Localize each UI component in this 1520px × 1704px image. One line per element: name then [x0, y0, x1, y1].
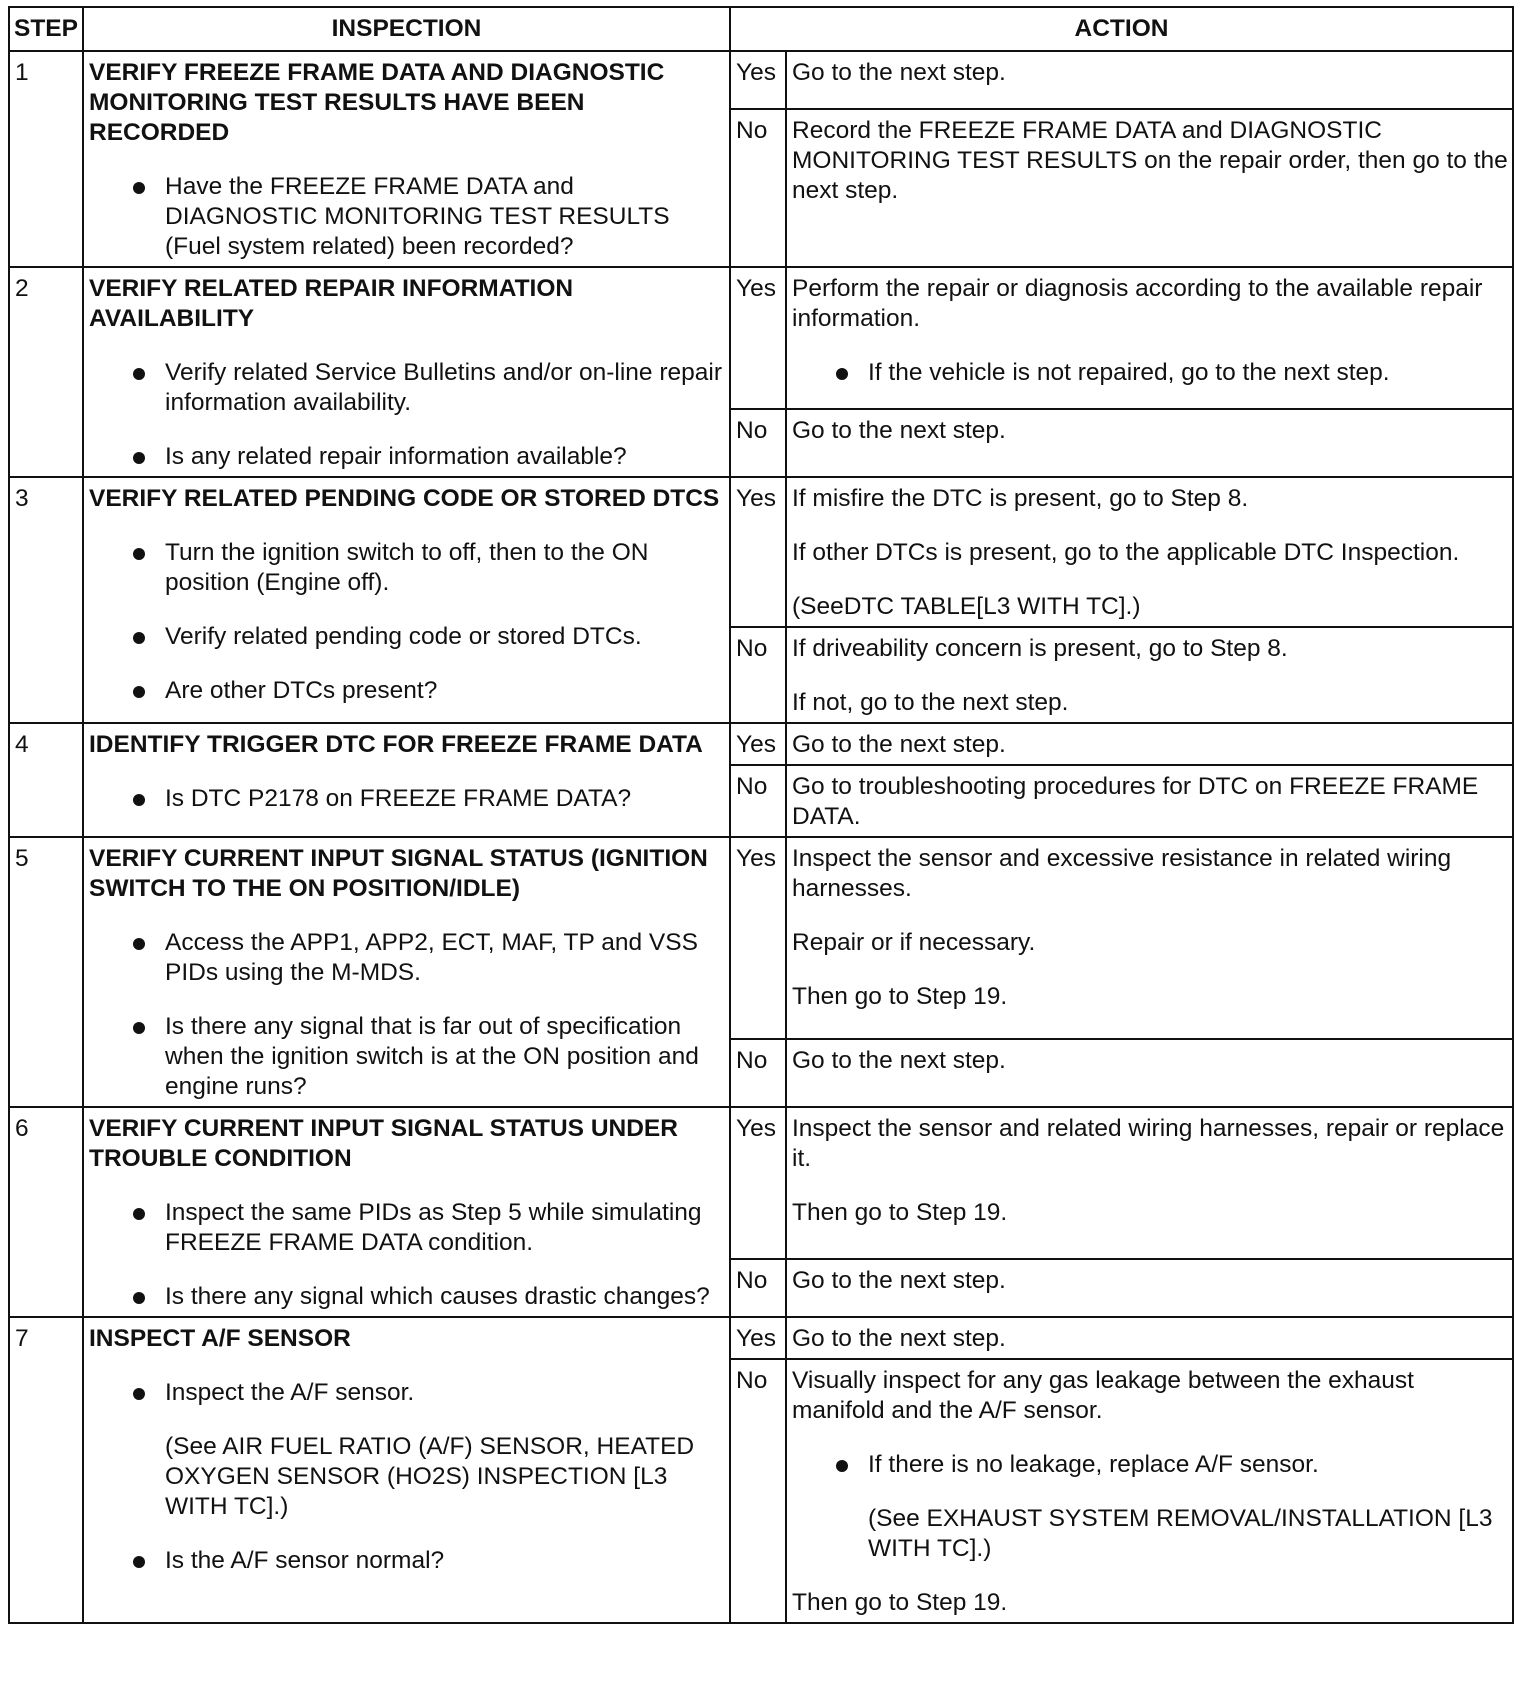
header-action: ACTION [730, 7, 1513, 51]
action-text: Repair or if necessary. [792, 929, 1036, 956]
no-action [786, 1359, 1513, 1623]
no-action [786, 627, 1513, 723]
no-label: No [730, 1259, 786, 1317]
table-row [9, 267, 1513, 409]
table-row [9, 51, 1513, 109]
header-inspection: INSPECTION [83, 7, 730, 51]
action-text: Inspect the sensor and excessive resistance in related wiring harnesses. [792, 845, 1452, 902]
action-text: Visually inspect for any gas leakage between the exhaust manifold and the A/F sensor. [792, 1367, 1414, 1424]
yes-label: Yes [730, 51, 786, 109]
no-label: No [730, 627, 786, 723]
action-text: Then go to Step 19. [792, 1199, 1008, 1226]
table-row [9, 477, 1513, 627]
step-number: 3 [9, 477, 83, 723]
yes-label: Yes [730, 267, 786, 409]
list-item: Is there any signal which causes drastic changes? [89, 1282, 725, 1312]
no-label: No [730, 1039, 786, 1107]
action-text: Then go to Step 19. [792, 983, 1008, 1010]
list-item: Inspect the same PIDs as Step 5 while simulating FREEZE FRAME DATA condition. [89, 1198, 725, 1258]
list-item: Is the A/F sensor normal? [89, 1546, 725, 1576]
reference-note: (See EXHAUST SYSTEM REMOVAL/INSTALLATION [L3 WITH TC].) [868, 1505, 1493, 1562]
action-text: If driveability concern is present, go to Step 8. [792, 635, 1288, 662]
list-item: Turn the ignition switch to off, then to the ON position (Engine off). [89, 538, 725, 598]
step-number: 4 [9, 723, 83, 837]
inspection-cell [83, 723, 730, 837]
diagnostic-procedure-table [8, 6, 1514, 1624]
yes-action: Go to the next step. [786, 51, 1513, 109]
list-item: Have the FREEZE FRAME DATA and DIAGNOSTIC MONITORING TEST RESULTS (Fuel system related) been recorded? [89, 172, 725, 262]
yes-label: Yes [730, 837, 786, 1039]
inspection-cell [83, 477, 730, 723]
action-text: Then go to Step 19. [792, 1589, 1008, 1616]
no-label: No [730, 409, 786, 477]
action-text: Perform the repair or diagnosis according to the available repair information. [792, 275, 1483, 332]
table-row [9, 1317, 1513, 1359]
inspection-bullets [89, 358, 725, 472]
yes-action: Go to the next step. [786, 723, 1513, 765]
inspection-bullets [89, 784, 725, 814]
inspection-cell [83, 1107, 730, 1317]
step-number: 1 [9, 51, 83, 267]
inspection-cell [83, 837, 730, 1107]
bullet-text: Inspect the A/F sensor. [165, 1379, 415, 1406]
inspection-title: VERIFY RELATED REPAIR INFORMATION AVAILABILITY [89, 275, 574, 332]
inspection-bullets [89, 1378, 725, 1576]
list-item [89, 1378, 725, 1522]
yes-label: Yes [730, 477, 786, 627]
no-action: Go to troubleshooting procedures for DTC on FREEZE FRAME DATA. [786, 765, 1513, 837]
yes-label: Yes [730, 1317, 786, 1359]
table-row [9, 837, 1513, 1039]
list-item [792, 1450, 1508, 1564]
action-bullets [792, 358, 1508, 388]
inspection-title: VERIFY FREEZE FRAME DATA AND DIAGNOSTIC MONITORING TEST RESULTS HAVE BEEN RECORDED [89, 59, 665, 146]
no-label: No [730, 1359, 786, 1623]
yes-label: Yes [730, 1107, 786, 1259]
list-item: Is DTC P2178 on FREEZE FRAME DATA? [89, 784, 725, 814]
action-text: If misfire the DTC is present, go to Step 8. [792, 485, 1249, 512]
action-text: (SeeDTC TABLE[L3 WITH TC].) [792, 593, 1141, 620]
no-label: No [730, 765, 786, 837]
no-action: Go to the next step. [786, 1259, 1513, 1317]
list-item: Is there any signal that is far out of specification when the ignition switch is at the ON position and engine runs? [89, 1012, 725, 1102]
inspection-title: INSPECT A/F SENSOR [89, 1325, 351, 1352]
no-action: Go to the next step. [786, 409, 1513, 477]
step-number: 7 [9, 1317, 83, 1623]
list-item: Access the APP1, APP2, ECT, MAF, TP and VSS PIDs using the M-MDS. [89, 928, 725, 988]
inspection-title: VERIFY CURRENT INPUT SIGNAL STATUS (IGNITION SWITCH TO THE ON POSITION/IDLE) [89, 845, 708, 902]
list-item: Is any related repair information available? [89, 442, 725, 472]
table-row [9, 1107, 1513, 1259]
inspection-title: VERIFY CURRENT INPUT SIGNAL STATUS UNDER TROUBLE CONDITION [89, 1115, 678, 1172]
yes-label: Yes [730, 723, 786, 765]
yes-action [786, 1107, 1513, 1259]
action-bullets [792, 1450, 1508, 1564]
action-text: If other DTCs is present, go to the applicable DTC Inspection. [792, 539, 1460, 566]
inspection-bullets [89, 172, 725, 262]
inspection-title: VERIFY RELATED PENDING CODE OR STORED DTCS [89, 485, 720, 512]
list-item: Verify related pending code or stored DTCs. [89, 622, 725, 652]
inspection-bullets [89, 928, 725, 1102]
no-label: No [730, 109, 786, 267]
bullet-text: If there is no leakage, replace A/F sensor. [868, 1451, 1319, 1478]
no-action: Go to the next step. [786, 1039, 1513, 1107]
step-number: 6 [9, 1107, 83, 1317]
yes-action: Go to the next step. [786, 1317, 1513, 1359]
step-number: 2 [9, 267, 83, 477]
yes-action [786, 837, 1513, 1039]
table-row [9, 723, 1513, 765]
step-number: 5 [9, 837, 83, 1107]
header-step: STEP [9, 7, 83, 51]
inspection-cell [83, 51, 730, 267]
inspection-bullets [89, 538, 725, 706]
inspection-title: IDENTIFY TRIGGER DTC FOR FREEZE FRAME DATA [89, 731, 703, 758]
action-text: Inspect the sensor and related wiring harnesses, repair or replace it. [792, 1115, 1505, 1172]
inspection-cell [83, 1317, 730, 1623]
list-item: Are other DTCs present? [89, 676, 725, 706]
header-row [9, 7, 1513, 51]
list-item: Verify related Service Bulletins and/or on-line repair information availability. [89, 358, 725, 418]
list-item: If the vehicle is not repaired, go to the next step. [792, 358, 1508, 388]
no-action: Record the FREEZE FRAME DATA and DIAGNOSTIC MONITORING TEST RESULTS on the repair order, then go to the next step. [786, 109, 1513, 267]
inspection-cell [83, 267, 730, 477]
yes-action [786, 267, 1513, 409]
reference-note: (See AIR FUEL RATIO (A/F) SENSOR, HEATED OXYGEN SENSOR (HO2S) INSPECTION [L3 WITH TC].) [165, 1433, 695, 1520]
inspection-bullets [89, 1198, 725, 1312]
action-text: If not, go to the next step. [792, 689, 1069, 716]
yes-action [786, 477, 1513, 627]
